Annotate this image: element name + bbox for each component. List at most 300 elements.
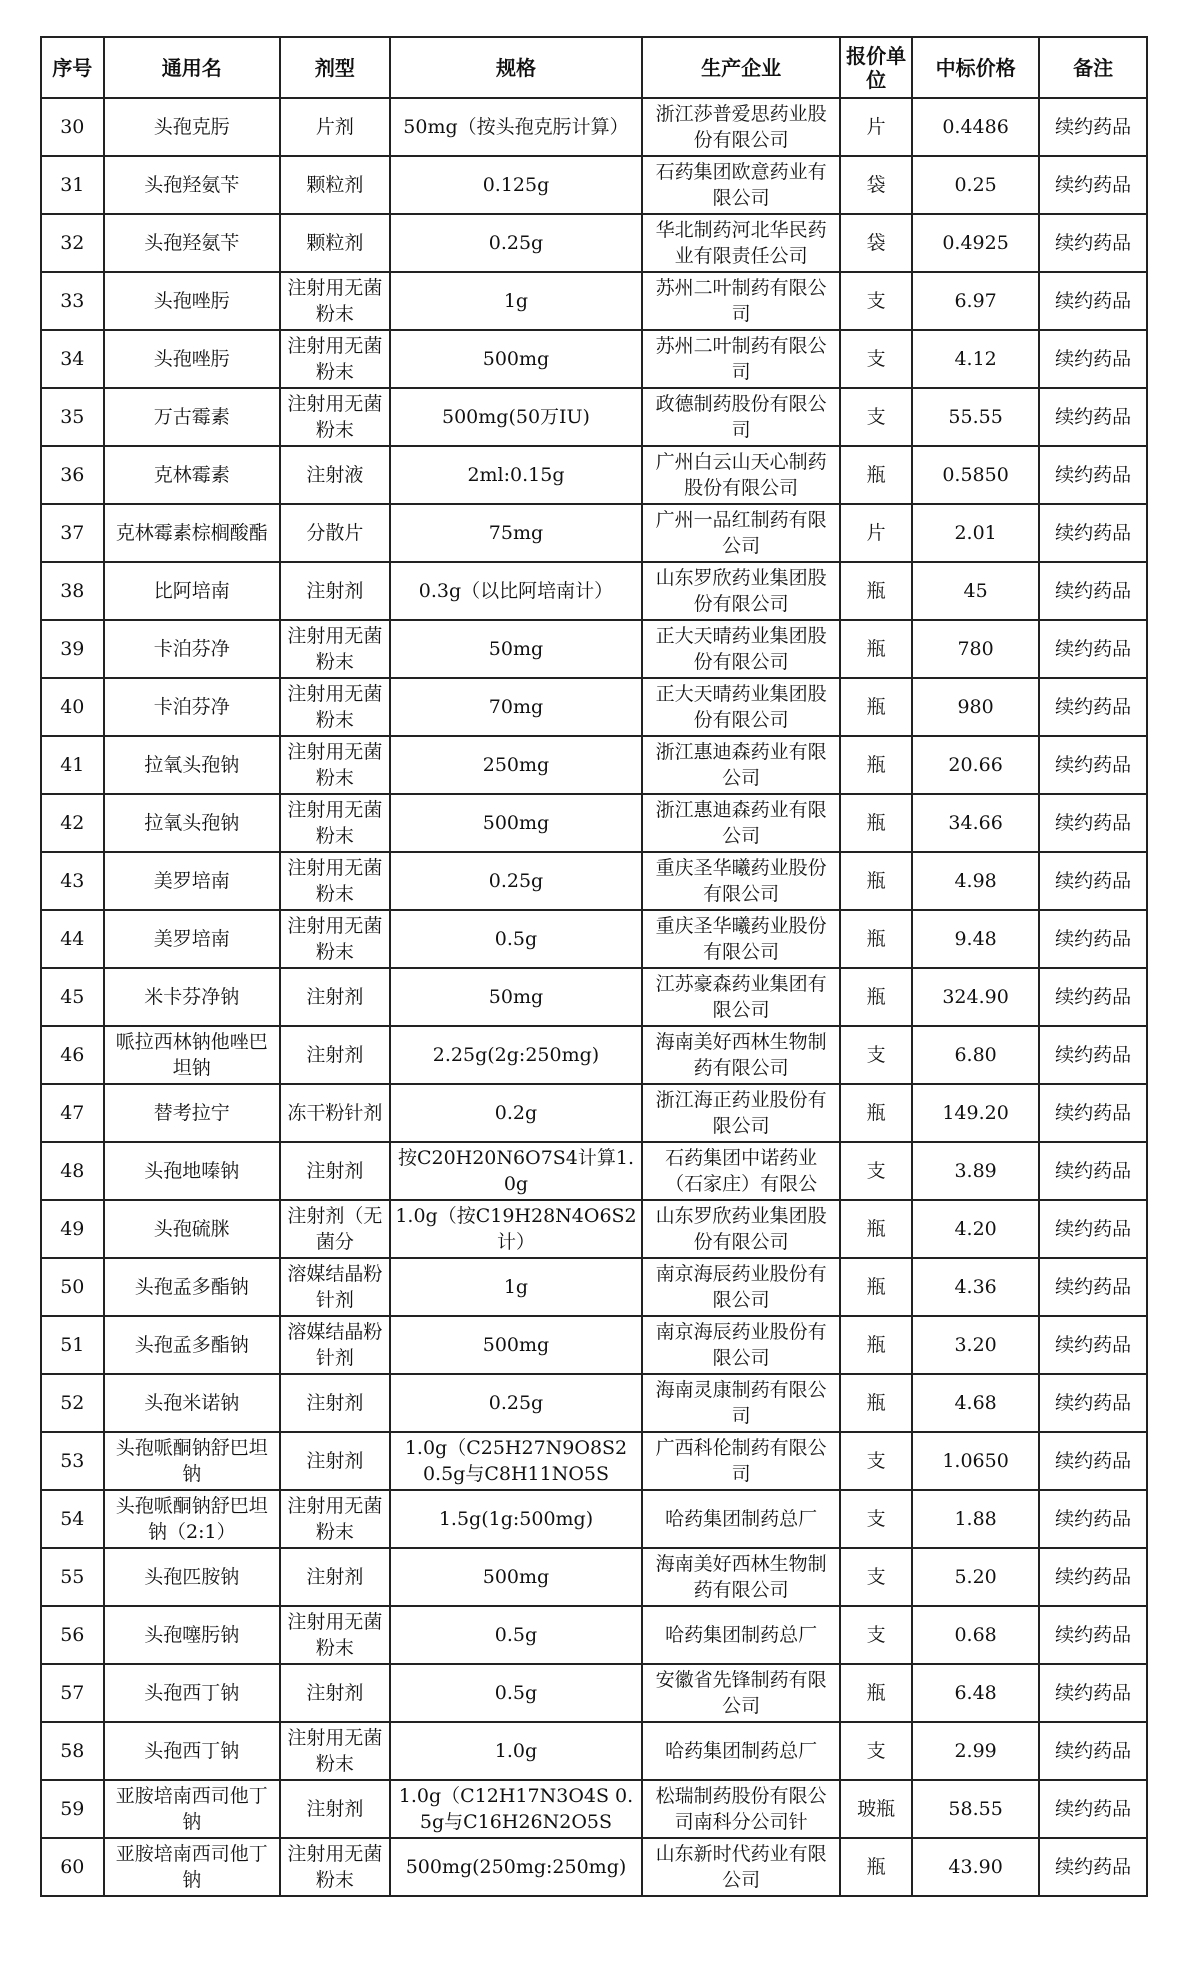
table-row [41,794,1147,852]
cell-winning-price [912,1838,1039,1896]
cell-generic-name [104,1142,280,1200]
cell-serial-no [41,1258,104,1316]
cell-specification-text: 75mg [488,522,544,544]
cell-generic-name [104,1374,280,1432]
cell-specification [390,1664,642,1722]
cell-generic-name-text: 头孢地嗪钠 [144,1160,240,1182]
cell-quote-unit [840,968,912,1026]
cell-specification-text: 500mg(50万IU) [442,406,590,428]
cell-serial-no-text: 48 [60,1160,85,1182]
cell-manufacturer-text: 哈药集团制药总厂 [665,1624,818,1646]
cell-remark-text: 续约药品 [1055,1624,1132,1646]
cell-manufacturer [642,504,840,562]
cell-quote-unit [840,156,912,214]
cell-generic-name [104,98,280,156]
cell-manufacturer [642,620,840,678]
cell-generic-name-text: 万古霉素 [153,406,230,428]
cell-winning-price [912,156,1039,214]
cell-dosage-form-text: 注射用无菌粉末 [287,277,383,325]
cell-specification [390,1490,642,1548]
cell-specification [390,1258,642,1316]
cell-generic-name [104,1026,280,1084]
cell-quote-unit [840,562,912,620]
cell-dosage-form-text: 注射剂 [306,1682,364,1704]
table-row [41,910,1147,968]
cell-winning-price-text: 2.99 [954,1740,997,1762]
cell-quote-unit-text: 支 [866,290,886,312]
cell-remark [1039,736,1147,794]
cell-remark-text: 续约药品 [1055,1508,1132,1530]
cell-serial-no-text: 50 [60,1276,85,1298]
cell-serial-no [41,1142,104,1200]
cell-generic-name [104,736,280,794]
cell-remark-text: 续约药品 [1055,754,1132,776]
cell-serial-no [41,330,104,388]
cell-winning-price [912,1258,1039,1316]
table-row [41,156,1147,214]
header-row [41,37,1147,98]
cell-specification [390,156,642,214]
cell-specification-text: 500mg [482,812,550,834]
cell-winning-price-text: 4.98 [954,870,997,892]
cell-dosage-form-text: 注射用无菌粉末 [287,625,383,673]
cell-serial-no-text: 60 [60,1856,85,1878]
cell-serial-no-text: 58 [60,1740,85,1762]
cell-quote-unit-text: 支 [866,1508,886,1530]
cell-quote-unit [840,98,912,156]
cell-specification [390,852,642,910]
cell-serial-no [41,1548,104,1606]
cell-specification [390,910,642,968]
cell-specification-text: 500mg [482,1334,550,1356]
cell-quote-unit [840,1026,912,1084]
cell-remark [1039,446,1147,504]
cell-remark [1039,1780,1147,1838]
cell-winning-price-text: 6.97 [954,290,997,312]
cell-quote-unit-text: 支 [866,1624,886,1646]
table-row [41,1084,1147,1142]
cell-serial-no [41,156,104,214]
cell-winning-price-text: 980 [957,696,994,718]
cell-dosage-form [280,388,390,446]
cell-remark [1039,1258,1147,1316]
cell-manufacturer-text: 浙江惠迪森药业有限公司 [655,741,827,789]
cell-manufacturer-text: 山东新时代药业有限公司 [655,1843,827,1891]
cell-serial-no-text: 51 [60,1334,85,1356]
cell-manufacturer-text: 哈药集团制药总厂 [665,1740,818,1762]
cell-serial-no [41,1780,104,1838]
cell-specification [390,1084,642,1142]
cell-winning-price [912,272,1039,330]
cell-serial-no [41,910,104,968]
cell-serial-no-text: 30 [60,116,85,138]
cell-manufacturer [642,1780,840,1838]
cell-serial-no-text: 38 [60,580,85,602]
cell-quote-unit [840,388,912,446]
table-row [41,1432,1147,1490]
cell-dosage-form-text: 颗粒剂 [306,174,364,196]
cell-winning-price-text: 6.80 [954,1044,997,1066]
cell-manufacturer-text: 石药集团欧意药业有限公司 [655,161,827,209]
cell-manufacturer [642,1838,840,1896]
cell-dosage-form-text: 注射剂 [306,580,364,602]
cell-generic-name-text: 头孢匹胺钠 [144,1566,240,1588]
cell-remark-text: 续约药品 [1055,696,1132,718]
cell-specification-text: 0.125g [482,174,550,196]
cell-specification-text: 0.25g [488,232,544,254]
cell-quote-unit [840,446,912,504]
cell-generic-name [104,852,280,910]
cell-specification-text: 1g [503,1276,529,1298]
table-row [41,1548,1147,1606]
cell-remark-text: 续约药品 [1055,1102,1132,1124]
cell-generic-name-text: 亚胺培南西司他丁钠 [115,1785,268,1833]
cell-manufacturer [642,98,840,156]
cell-specification-text: 0.5g [494,928,538,950]
cell-remark [1039,156,1147,214]
cell-quote-unit-text: 支 [866,1450,886,1472]
cell-generic-name [104,504,280,562]
cell-remark-text: 续约药品 [1055,1392,1132,1414]
cell-manufacturer-text: 浙江莎普爱思药业股份有限公司 [655,103,827,151]
cell-quote-unit [840,794,912,852]
cell-manufacturer-text: 哈药集团制药总厂 [665,1508,818,1530]
cell-dosage-form [280,1258,390,1316]
cell-remark-text: 续约药品 [1055,1160,1132,1182]
cell-specification-text: 250mg [482,754,550,776]
cell-dosage-form-text: 分散片 [306,522,364,544]
cell-specification [390,388,642,446]
header-serial-no: 序号 [41,37,104,98]
cell-winning-price-text: 780 [957,638,994,660]
cell-quote-unit-text: 支 [866,348,886,370]
cell-dosage-form-text: 颗粒剂 [306,232,364,254]
cell-quote-unit [840,1316,912,1374]
cell-serial-no-text: 31 [60,174,85,196]
cell-remark [1039,1084,1147,1142]
cell-quote-unit-text: 瓶 [866,464,886,486]
cell-quote-unit-text: 片 [866,522,886,544]
cell-serial-no-text: 32 [60,232,85,254]
cell-manufacturer [642,1316,840,1374]
cell-specification-text: 0.25g [488,1392,544,1414]
cell-remark [1039,1548,1147,1606]
cell-winning-price [912,330,1039,388]
cell-generic-name-text: 头孢硫脒 [153,1218,230,1240]
cell-dosage-form-text: 冻干粉针剂 [287,1102,383,1124]
cell-quote-unit [840,1838,912,1896]
cell-dosage-form-text: 注射用无菌粉末 [287,1843,383,1891]
cell-serial-no-text: 42 [60,812,85,834]
cell-quote-unit-text: 玻瓶 [857,1798,896,1820]
cell-serial-no-text: 45 [60,986,85,1008]
cell-quote-unit [840,852,912,910]
table-row [41,1490,1147,1548]
cell-generic-name [104,1606,280,1664]
cell-manufacturer [642,852,840,910]
cell-manufacturer [642,1374,840,1432]
cell-winning-price-text: 1.0650 [942,1450,1009,1472]
cell-dosage-form [280,330,390,388]
cell-manufacturer [642,156,840,214]
cell-generic-name-text: 头孢噻肟钠 [144,1624,240,1646]
cell-serial-no-text: 59 [60,1798,85,1820]
cell-remark [1039,98,1147,156]
cell-serial-no-text: 43 [60,870,85,892]
cell-generic-name-text: 亚胺培南西司他丁钠 [115,1843,268,1891]
cell-manufacturer-text: 政德制药股份有限公司 [655,393,827,441]
cell-generic-name [104,1838,280,1896]
cell-manufacturer-text: 正大天晴药业集团股份有限公司 [655,625,827,673]
cell-quote-unit [840,1722,912,1780]
table-row [41,1374,1147,1432]
cell-remark-text: 续约药品 [1055,464,1132,486]
cell-dosage-form-text: 注射剂 [306,986,364,1008]
cell-dosage-form [280,1084,390,1142]
cell-quote-unit [840,1142,912,1200]
table-row [41,388,1147,446]
cell-quote-unit-text: 瓶 [866,812,886,834]
cell-winning-price [912,1664,1039,1722]
cell-remark-text: 续约药品 [1055,1682,1132,1704]
cell-dosage-form-text: 注射用无菌粉末 [287,799,383,847]
cell-specification-text: 500mg(250mg:250mg) [405,1856,627,1878]
header-winning-price: 中标价格 [912,37,1039,98]
cell-serial-no-text: 53 [60,1450,85,1472]
cell-winning-price [912,1548,1039,1606]
cell-specification-text: 0.3g（以比阿培南计） [418,580,614,602]
table-header [41,37,1147,98]
cell-serial-no [41,1316,104,1374]
cell-serial-no-text: 33 [60,290,85,312]
cell-dosage-form-text: 注射用无菌粉末 [287,335,383,383]
cell-remark [1039,678,1147,736]
cell-remark [1039,1490,1147,1548]
cell-specification [390,272,642,330]
cell-winning-price [912,214,1039,272]
cell-specification [390,968,642,1026]
cell-specification-text: 500mg [482,1566,550,1588]
cell-serial-no [41,620,104,678]
cell-remark [1039,910,1147,968]
cell-winning-price-text: 9.48 [954,928,997,950]
cell-specification [390,446,642,504]
cell-quote-unit [840,1490,912,1548]
cell-manufacturer-text: 海南美好西林生物制药有限公司 [655,1031,827,1079]
table-row [41,968,1147,1026]
cell-specification [390,1316,642,1374]
cell-generic-name-text: 头孢西丁钠 [144,1682,240,1704]
cell-serial-no [41,1374,104,1432]
cell-manufacturer [642,910,840,968]
cell-winning-price [912,98,1039,156]
cell-winning-price-text: 20.66 [948,754,1003,776]
cell-quote-unit [840,678,912,736]
cell-manufacturer-text: 南京海辰药业股份有限公司 [655,1321,827,1369]
cell-manufacturer [642,1142,840,1200]
cell-remark-text: 续约药品 [1055,1218,1132,1240]
cell-manufacturer-text: 海南灵康制药有限公司 [655,1379,827,1427]
cell-quote-unit [840,1606,912,1664]
cell-serial-no [41,1200,104,1258]
cell-dosage-form-text: 注射剂 [306,1160,364,1182]
cell-manufacturer [642,1490,840,1548]
cell-winning-price-text: 4.12 [954,348,997,370]
cell-generic-name-text: 米卡芬净钠 [144,986,240,1008]
cell-quote-unit-text: 袋 [866,174,886,196]
cell-specification [390,214,642,272]
cell-generic-name [104,620,280,678]
cell-serial-no [41,968,104,1026]
cell-generic-name [104,1316,280,1374]
cell-generic-name [104,272,280,330]
cell-serial-no [41,1084,104,1142]
cell-generic-name [104,1780,280,1838]
cell-specification [390,1374,642,1432]
cell-winning-price-text: 0.4486 [942,116,1009,138]
table-row [41,1258,1147,1316]
table-row [41,504,1147,562]
cell-remark-text: 续约药品 [1055,1740,1132,1762]
cell-remark [1039,214,1147,272]
cell-generic-name [104,794,280,852]
cell-winning-price-text: 4.36 [954,1276,997,1298]
cell-generic-name [104,968,280,1026]
cell-serial-no [41,678,104,736]
cell-winning-price-text: 3.89 [954,1160,997,1182]
cell-winning-price [912,620,1039,678]
cell-winning-price-text: 4.20 [954,1218,997,1240]
cell-serial-no-text: 57 [60,1682,85,1704]
cell-dosage-form-text: 注射用无菌粉末 [287,683,383,731]
cell-manufacturer-text: 苏州二叶制药有限公司 [655,335,827,383]
table-row [41,1722,1147,1780]
cell-remark [1039,1200,1147,1258]
cell-dosage-form-text: 注射剂 [306,1044,364,1066]
cell-generic-name [104,330,280,388]
cell-quote-unit-text: 支 [866,1044,886,1066]
cell-quote-unit [840,620,912,678]
cell-dosage-form-text: 注射用无菌粉末 [287,393,383,441]
cell-winning-price-text: 0.5850 [942,464,1009,486]
cell-remark-text: 续约药品 [1055,174,1132,196]
table-row [41,678,1147,736]
cell-dosage-form-text: 溶媒结晶粉针剂 [287,1321,383,1369]
cell-quote-unit [840,736,912,794]
header-quote-unit: 报价单位 [840,37,912,98]
cell-serial-no [41,504,104,562]
cell-generic-name [104,1084,280,1142]
cell-generic-name-text: 头孢西丁钠 [144,1740,240,1762]
cell-specification-text: 50mg [488,986,544,1008]
cell-manufacturer [642,1200,840,1258]
cell-serial-no-text: 37 [60,522,85,544]
cell-remark [1039,504,1147,562]
cell-remark-text: 续约药品 [1055,638,1132,660]
table-row [41,562,1147,620]
cell-remark [1039,1838,1147,1896]
cell-generic-name-text: 拉氧头孢钠 [144,812,240,834]
cell-manufacturer-text: 江苏豪森药业集团有限公司 [655,973,827,1021]
cell-manufacturer-text: 华北制药河北华民药业有限责任公司 [655,219,827,267]
cell-serial-no-text: 36 [60,464,85,486]
cell-winning-price-text: 5.20 [954,1566,997,1588]
cell-winning-price [912,1142,1039,1200]
cell-dosage-form-text: 注射用无菌粉末 [287,915,383,963]
cell-serial-no [41,794,104,852]
cell-dosage-form-text: 注射用无菌粉末 [287,1727,383,1775]
cell-dosage-form [280,446,390,504]
cell-serial-no-text: 56 [60,1624,85,1646]
cell-dosage-form [280,620,390,678]
cell-dosage-form [280,910,390,968]
cell-quote-unit [840,1432,912,1490]
cell-remark [1039,1664,1147,1722]
cell-dosage-form [280,1316,390,1374]
cell-quote-unit-text: 瓶 [866,580,886,602]
cell-remark-text: 续约药品 [1055,1276,1132,1298]
cell-quote-unit-text: 瓶 [866,1276,886,1298]
header-manufacturer: 生产企业 [642,37,840,98]
cell-quote-unit-text: 片 [866,116,886,138]
cell-dosage-form [280,1606,390,1664]
cell-generic-name-text: 卡泊芬净 [153,696,230,718]
cell-specification-text: 0.5g [494,1624,538,1646]
cell-serial-no-text: 44 [60,928,85,950]
cell-quote-unit [840,910,912,968]
cell-generic-name [104,678,280,736]
cell-generic-name-text: 美罗培南 [153,870,230,892]
cell-manufacturer [642,562,840,620]
cell-winning-price-text: 34.66 [948,812,1003,834]
cell-serial-no [41,1606,104,1664]
cell-remark [1039,272,1147,330]
cell-generic-name-text: 哌拉西林钠他唑巴坦钠 [115,1031,268,1079]
cell-generic-name-text: 头孢哌酮钠舒巴坦钠（2:1） [115,1495,268,1543]
cell-quote-unit [840,1084,912,1142]
table-row [41,620,1147,678]
cell-generic-name [104,1258,280,1316]
cell-quote-unit [840,504,912,562]
cell-quote-unit [840,1548,912,1606]
cell-serial-no [41,214,104,272]
cell-remark [1039,852,1147,910]
cell-winning-price-text: 43.90 [948,1856,1003,1878]
cell-remark-text: 续约药品 [1055,928,1132,950]
cell-serial-no-text: 49 [60,1218,85,1240]
cell-winning-price [912,1432,1039,1490]
cell-dosage-form-text: 溶媒结晶粉针剂 [287,1263,383,1311]
cell-winning-price [912,1200,1039,1258]
cell-manufacturer [642,1258,840,1316]
cell-specification [390,1780,642,1838]
cell-specification-text: 2.25g(2g:250mg) [432,1044,600,1066]
cell-manufacturer [642,736,840,794]
cell-serial-no [41,852,104,910]
table-row [41,1780,1147,1838]
cell-manufacturer [642,1722,840,1780]
cell-dosage-form [280,1026,390,1084]
cell-dosage-form-text: 注射剂 [306,1450,364,1472]
header-specification: 规格 [390,37,642,98]
cell-manufacturer-text: 山东罗欣药业集团股份有限公司 [655,567,827,615]
cell-manufacturer-text: 浙江海正药业股份有限公司 [655,1089,827,1137]
cell-manufacturer-text: 浙江惠迪森药业有限公司 [655,799,827,847]
cell-winning-price-text: 45 [963,580,988,602]
cell-specification-text: 50mg（按头孢克肟计算） [403,116,629,138]
header-dosage-form: 剂型 [280,37,390,98]
cell-manufacturer-text: 广西科伦制药有限公司 [655,1437,827,1485]
